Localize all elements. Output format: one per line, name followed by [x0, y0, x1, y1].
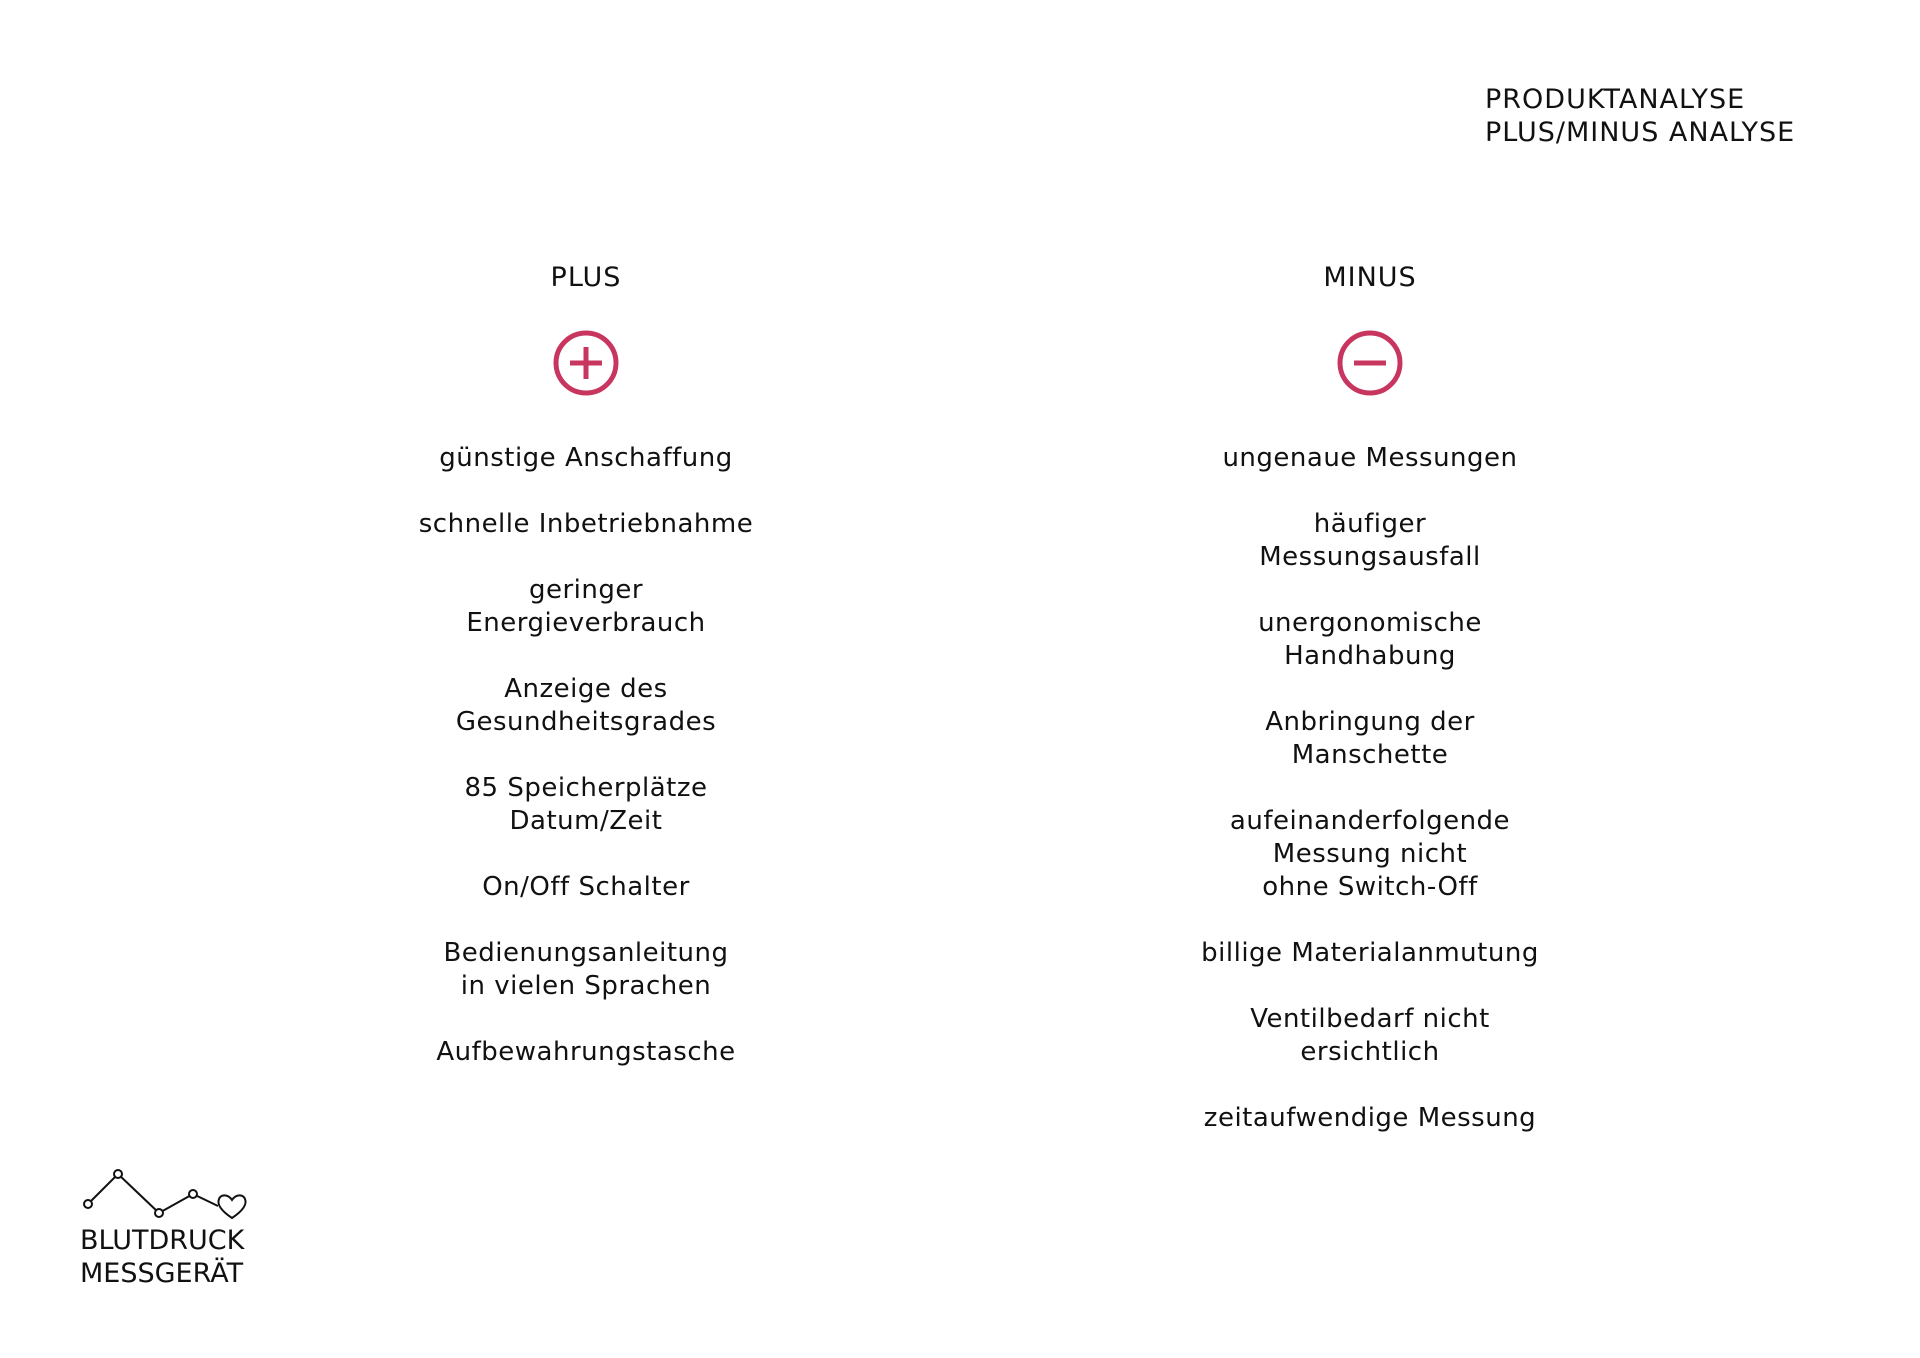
list-item: On/Off Schalter: [482, 872, 690, 902]
list-item: unergonomische Handhabung: [1258, 608, 1482, 671]
list-item: Anbringung der Manschette: [1265, 707, 1475, 770]
plus-circle-icon: [551, 328, 621, 398]
list-item: Bedienungsanleitung in vielen Sprachen: [443, 938, 729, 1001]
minus-circle-icon: [1335, 328, 1405, 398]
list-item: billige Materialanmutung: [1201, 938, 1539, 968]
list-item: günstige Anschaffung: [439, 443, 733, 473]
minus-column: [1090, 258, 1650, 1133]
list-item: Anzeige des Gesundheitsgrades: [455, 674, 717, 737]
list-item: Ventilbedarf nicht ersichtlich: [1250, 1004, 1490, 1067]
plus-list: [306, 442, 866, 1102]
header-subtitle: PLUS/MINUS ANALYSE: [1485, 117, 1796, 148]
list-item: ungenaue Messungen: [1222, 443, 1518, 473]
list-item: Aufbewahrungstasche: [436, 1037, 736, 1067]
list-item: geringer Energieverbrauch: [466, 575, 706, 638]
list-item: schnelle Inbetriebnahme: [418, 509, 754, 539]
minus-list: [1090, 442, 1650, 1168]
page-header: [1485, 83, 1795, 149]
plus-column: [306, 258, 866, 1067]
plus-title: PLUS: [550, 262, 622, 293]
logo-text: [80, 1224, 252, 1290]
pulse-line-heart-icon: [80, 1162, 252, 1220]
list-item: aufeinanderfolgende Messung nicht ohne Switch-Off: [1229, 806, 1511, 902]
logo: [80, 1162, 252, 1290]
list-item: häufiger Messungsausfall: [1259, 509, 1481, 572]
minus-title: MINUS: [1323, 262, 1417, 293]
list-item: 85 Speicherplätze Datum/Zeit: [464, 773, 708, 836]
header-title: PRODUKTANALYSE: [1485, 84, 1746, 115]
logo-line2: MESSGERÄT: [80, 1258, 244, 1289]
list-item: zeitaufwendige Messung: [1203, 1103, 1537, 1133]
logo-line1: BLUTDRUCK: [80, 1225, 245, 1256]
